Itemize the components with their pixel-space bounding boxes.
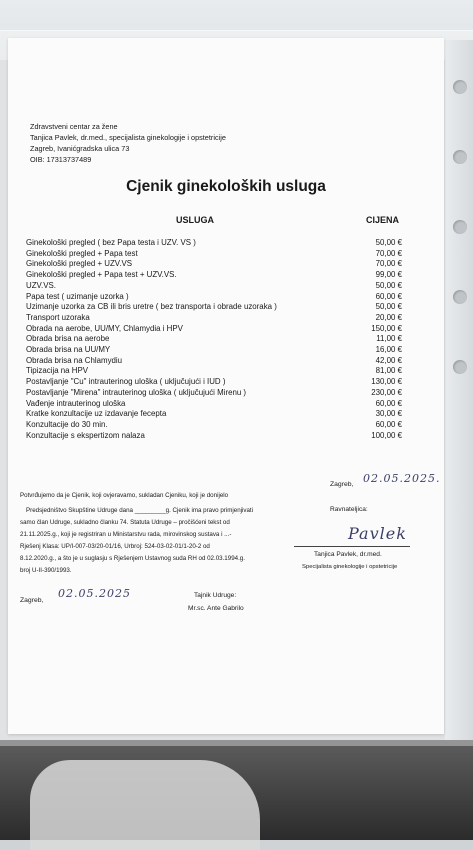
service-price: 130,00 € [371, 377, 402, 387]
service-price: 230,00 € [371, 387, 402, 397]
signature-line [294, 546, 410, 547]
service-price: 70,00 € [375, 259, 402, 269]
service-name: Obrada brisa na aerobe [26, 334, 110, 344]
service-name: Obrada brisa na UU/MY [26, 345, 111, 354]
service-price: 11,00 € [376, 334, 402, 344]
service-name: Obrada brisa na Chlamydiu [26, 355, 123, 365]
service-price: 60,00 € [375, 291, 402, 301]
service-name: Kratke konzultacije uz izdavanje fecepta [26, 409, 167, 419]
service-price: 60,00 € [375, 419, 402, 429]
service-price: 42,00 € [375, 355, 402, 365]
confirmation-line: Rješenj Klasa: UP/I-007-03/20-01/16, Urbroj: 524-03-02-01/1-20-2 od [20, 543, 210, 550]
service-price: 99,00 € [375, 270, 402, 280]
service-name: Ginekološki pregled + Papa test + UZV.VS. [26, 270, 177, 280]
service-price: 100,00 € [371, 430, 402, 440]
service-price: 20,00 € [375, 312, 402, 322]
confirmation-line: samo član Udruge, sukladno članku 74. Statuta Udruge – pročišćeni tekst od [20, 519, 230, 526]
service-price: 50,00 € [375, 280, 402, 290]
director-label: Ravnateljica: [330, 506, 368, 513]
secretary-label: Tajnik Udruge: [194, 592, 237, 599]
service-name: Obrada na aerobe, UU/MY, Chlamydia i HPV [26, 323, 183, 333]
date-label-left: Zagreb, [20, 597, 44, 604]
oib-line: OIB: 17313737489 [30, 155, 92, 164]
confirmation-line: broj U-II-390/1993. [20, 567, 72, 574]
service-name: Papa test ( uzimanje uzorka ) [26, 291, 129, 301]
punch-hole [453, 150, 467, 164]
service-name: Konzultacije do 30 min. [26, 419, 108, 429]
director-name: Tanjica Pavlek, dr.med. [314, 551, 382, 558]
date-label-right: Zagreb, [330, 481, 354, 488]
service-price: 60,00 € [375, 398, 402, 408]
background-object [30, 760, 260, 850]
punch-hole [453, 360, 467, 374]
service-name: Uzimanje uzorka za CB ili bris uretre ( bez transporta i obrade uzoraka ) [26, 302, 277, 312]
confirmation-line: 8.12.2020.g., a što je u suglasju s Rješenjem Ustavnog suda RH od 02.03.1994.g. [20, 555, 245, 562]
service-name: Tipizacija na HPV [26, 366, 88, 376]
column-header-service: USLUGA [176, 215, 214, 225]
punch-hole [453, 290, 467, 304]
service-name: Postavljanje "Cu" intrauterinog uloška ( uključujući i IUD ) [26, 377, 226, 387]
org-name: Zdravstveni centar za žene [30, 122, 118, 131]
service-price: 70,00 € [375, 248, 402, 258]
punch-hole [453, 80, 467, 94]
handwritten-date-left: 02.05.2025 [58, 587, 131, 600]
service-price: 50,00 € [375, 302, 402, 312]
service-name: Konzultacije s ekspertizom nalaza [26, 430, 145, 440]
confirmation-line: Predsjedništvo Skupštine Udruge dana _________g. Cjenik ima pravo primjenjivati [26, 507, 254, 514]
price-list-document [8, 38, 444, 734]
service-price: 150,00 € [371, 323, 402, 333]
punch-hole [453, 220, 467, 234]
doctor-line: Tanjica Pavlek, dr.med., specijalista ginekologije i opstetricije [30, 133, 226, 142]
service-name: Ginekološki pregled ( bez Papa testa i UZV. VS ) [26, 238, 196, 247]
handwritten-date-right: 02.05.2025. [363, 472, 441, 485]
service-name: Ginekološki pregled + Papa test [26, 248, 138, 258]
director-title: Specijalista ginekologije i opstetricije [302, 564, 398, 570]
service-price: 30,00 € [375, 409, 402, 419]
service-name: Vađenje intrauterinog uloška [26, 398, 126, 408]
secretary-name: Mr.sc. Ante Gabrilo [188, 605, 244, 612]
service-name: UZV.VS. [26, 280, 56, 290]
service-price: 16,00 € [375, 345, 402, 354]
service-price: 50,00 € [375, 238, 402, 247]
address-line: Zagreb, Ivanićgradska ulica 73 [30, 144, 130, 153]
confirmation-line: Potvrđujemo da je Cjenik, koji ovjeravamo, sukladan Cjeniku, koji je donijelo [20, 492, 229, 499]
document-title: Cjenik ginekoloških usluga [126, 178, 326, 195]
service-name: Transport uzoraka [26, 312, 90, 322]
column-header-price: CIJENA [366, 215, 400, 225]
confirmation-line: 21.11.2025.g., koji je registriran u Ministarstvu rada, mirovinskog sustava i ...- [20, 531, 232, 538]
binder-edge [445, 40, 473, 740]
service-name: Postavljanje "Mirena" intrauterinog uloška ( uključujući Mirenu ) [26, 387, 247, 397]
service-price: 81,00 € [375, 366, 402, 376]
service-name: Ginekološki pregled + UZV.VS [26, 259, 133, 269]
director-signature: Pavlek [348, 524, 407, 543]
